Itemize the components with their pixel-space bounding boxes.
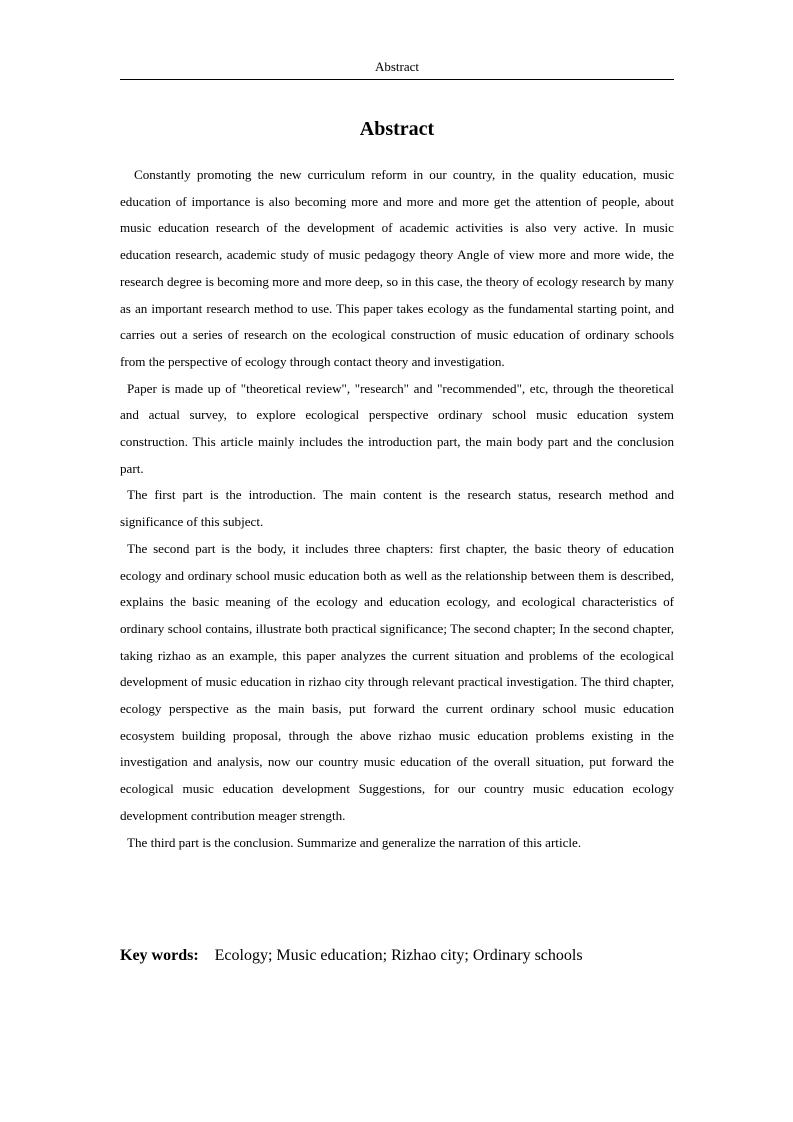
page-title: Abstract [359,118,435,140]
running-header-title: Abstract [374,59,420,74]
keywords-label: Key words: [120,947,199,964]
running-header [120,60,674,80]
abstract-paragraph-4: The second part is the body, it includes three chapters: first chapter, the basic theory of education ecology and ordinary school music education both as well as the relationship between them is described, explains the basic meaning of the ecology and education ecology, and ecological characteristics of ordinary school contains, illustrate both practical significance; The second chapter; In the second chapter, taking rizhao as an example, this paper analyzes the current situation and problems of the ecological development of music education in rizhao city through relevant practical investigation. The third chapter, ecology perspective as the main basis, put forward the current ordinary school music education ecosystem building proposal, through the above rizhao music education problems existing in the investigation and analysis, now our country music education of the overall situation, put forward the ecological music education development Suggestions, for our country music education ecology development contribution meager strength. [120,540,674,823]
abstract-paragraph-5: The third part is the conclusion. Summarize and generalize the narration of this article. [127,834,582,850]
abstract-paragraph-2: Paper is made up of "theoretical review", "research" and "recommended", etc, through the theoretical and actual survey, to explore ecological perspective ordinary school music education system construction. This article mainly includes the introduction part, the main body part and the conclusion part. [120,380,674,476]
abstract-paragraph-1: Constantly promoting the new curriculum reform in our country, in the quality education, music education of importance is also becoming more and more and more get the attention of people, about music education research of the development of academic activities is also very active. In music education research, academic study of music pedagogy theory Angle of view more and more wide, the research degree is becoming more and more deep, so in this case, the theory of ecology research by many as an important research method to use. This paper takes ecology as the fundamental starting point, and carries out a series of research on the ecological construction of music education of ordinary schools from the perspective of ecology through contact theory and investigation. [120,167,674,369]
keywords-text: Ecology; Music education; Rizhao city; Ordinary schools [214,947,583,964]
abstract-paragraph-3: The first part is the introduction. The main content is the research status, research method and significance of this subject. [120,487,674,530]
keywords-line [120,944,674,968]
abstract-body [120,162,674,856]
